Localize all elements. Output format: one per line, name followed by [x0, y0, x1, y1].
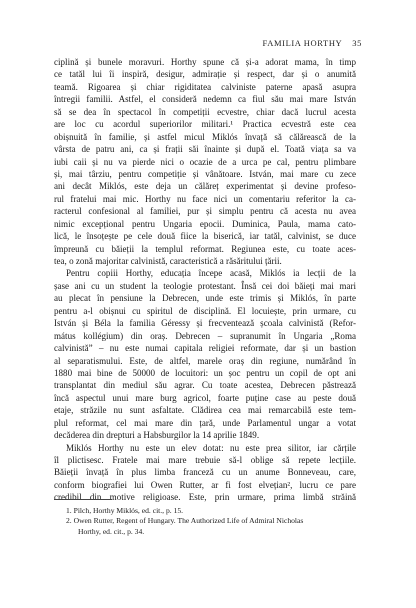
body-line: transplantat din mediul său agrar. Cu toate acestea, Debrecen păstrează	[54, 380, 356, 391]
body-line: întregii familii. Astfel, el consideră nedemn ca fiul său mai mare István	[54, 94, 356, 105]
footnote-divider	[54, 499, 112, 500]
body-line: rul fratelui mai mic. Horthy nu face nici un comentariu referitor la ca-	[54, 193, 356, 204]
body-line: conform biografiei lui Owen Rutter, ar fi fost elvețian², lucru ce pare	[54, 479, 356, 490]
body-line: etaje, străzile nu sunt asfaltate. Clădirea cea mai remarcabilă este tem-	[54, 405, 356, 416]
body-line: nimic excepțional pentru Ungaria epocii. Duminica, Paula, mama cato-	[54, 218, 356, 229]
body-line: vârsta de patru ani, ca și frații săi înainte și după el. Toată viața sa va	[54, 144, 356, 155]
body-line: tea, o zonă majoritar calvinistă, caracteristică a răsăritului țării.	[54, 256, 282, 266]
body-line: îl plictisesc. Fratele mai mare trebuie să-l oblige să repete lecțiile.	[54, 455, 356, 465]
body-line: pentru a-l obișnui cu spiritul de disciplină. El locuiește, prin urmare, cu	[54, 305, 356, 316]
page-number: 35	[352, 38, 362, 48]
body-line: plul reformat, cel mai mare din țară, unde Parlamentul ungar a votat	[54, 417, 356, 428]
body-line: al separatismului. Este, de altfel, marele oraș din regiune, numărând în	[54, 355, 356, 366]
footnote: 1. Pilch, Horthy Miklós, ed. cit., p. 15.	[66, 506, 184, 515]
footnote: 2. Owen Rutter, Regent of Hungary. The Authorized Life of Admiral Nicholas	[66, 516, 304, 526]
body-line: ce tatăl lui îi inspiră, desigur, admirație și respect, dar și o anumită	[54, 69, 356, 80]
body-line: încă aspectul unui mare burg agricol, foarte puține case au peste două	[54, 392, 356, 403]
body-line: ani decât Miklós, este deja un călăreț experimentat și devine profeso-	[54, 181, 356, 192]
body-line: Pentru copiii Horthy, educația începe acasă, Miklós ia lecții de la	[66, 268, 356, 279]
body-line: mátus kollégium) din oraș. Debrecen – supranumit în Ungaria „Roma	[54, 330, 356, 341]
running-header	[263, 38, 362, 48]
body-line: racterul confesional al familiei, pur și simplu pentru că acesta nu avea	[54, 206, 356, 217]
body-line: István și Béla la familia Géressy și frecventează școala calvinistă (Refor-	[54, 318, 356, 329]
body-line: au plecat în pensiune la Debrecen, unde este trimis și Miklós, în parte	[54, 293, 356, 304]
running-title: FAMILIA HORTHY	[262, 38, 343, 48]
body-line: lică, le însoțește pe cele două fiice la biserică, iar tatăl, calvinist, se duce	[54, 231, 356, 242]
body-line: calvinistă” – nu este numai capitala religiei reformate, dar și un bastion	[54, 343, 356, 354]
body-line: are loc cu acordul superiorilor militari.¹ Practica ecvestră este cea	[54, 119, 356, 130]
body-line: obișnuită în familie, și astfel micul Miklós învață să călărească de la	[54, 131, 356, 142]
body-line: credibil din motive religioase. Este, prin urmare, prima limbă străină	[54, 492, 356, 503]
body-line: decăderea din drepturi a Habsburgilor la 14 aprilie 1849.	[54, 430, 260, 441]
body-line: și, mai târziu, pentru competiție și vânătoare. István, mai mare cu zece	[54, 168, 356, 179]
body-line: iubi caii și nu va pierde nici o ocazie de a urca pe cal, pentru plimbare	[54, 156, 356, 167]
body-line: teamă. Rigoarea și chiar rigiditatea calviniste paterne apasă asupra	[54, 81, 356, 92]
body-line: Miklós Horthy nu este un elev dotat: nu este prea silitor, iar cărțile	[66, 442, 356, 453]
body-line: împreună cu băieții la templul reformat. Regiunea este, cu toate aces-	[54, 243, 356, 254]
body-line: șase ani cu un student la teologie protestant. Însă cei doi băieți mai mari	[54, 280, 356, 291]
body-line: 1880 mai bine de 50000 de locuitori: un șoc pentru un copil de opt ani	[54, 367, 356, 378]
footnotes	[54, 506, 356, 537]
body-text	[54, 56, 356, 504]
body-line: Băieții învață în plus limba franceză cu un anume Bonneveau, care,	[54, 467, 356, 478]
body-line: ciplină și bunele moravuri. Horthy spune că și-a adorat mama, în timp	[54, 57, 356, 67]
footnote-continuation: Horthy, ed. cit., p. 34.	[78, 526, 145, 536]
body-line: să se dea în spectacol în competiții ecvestre, chiar dacă lucrul acesta	[54, 106, 356, 117]
